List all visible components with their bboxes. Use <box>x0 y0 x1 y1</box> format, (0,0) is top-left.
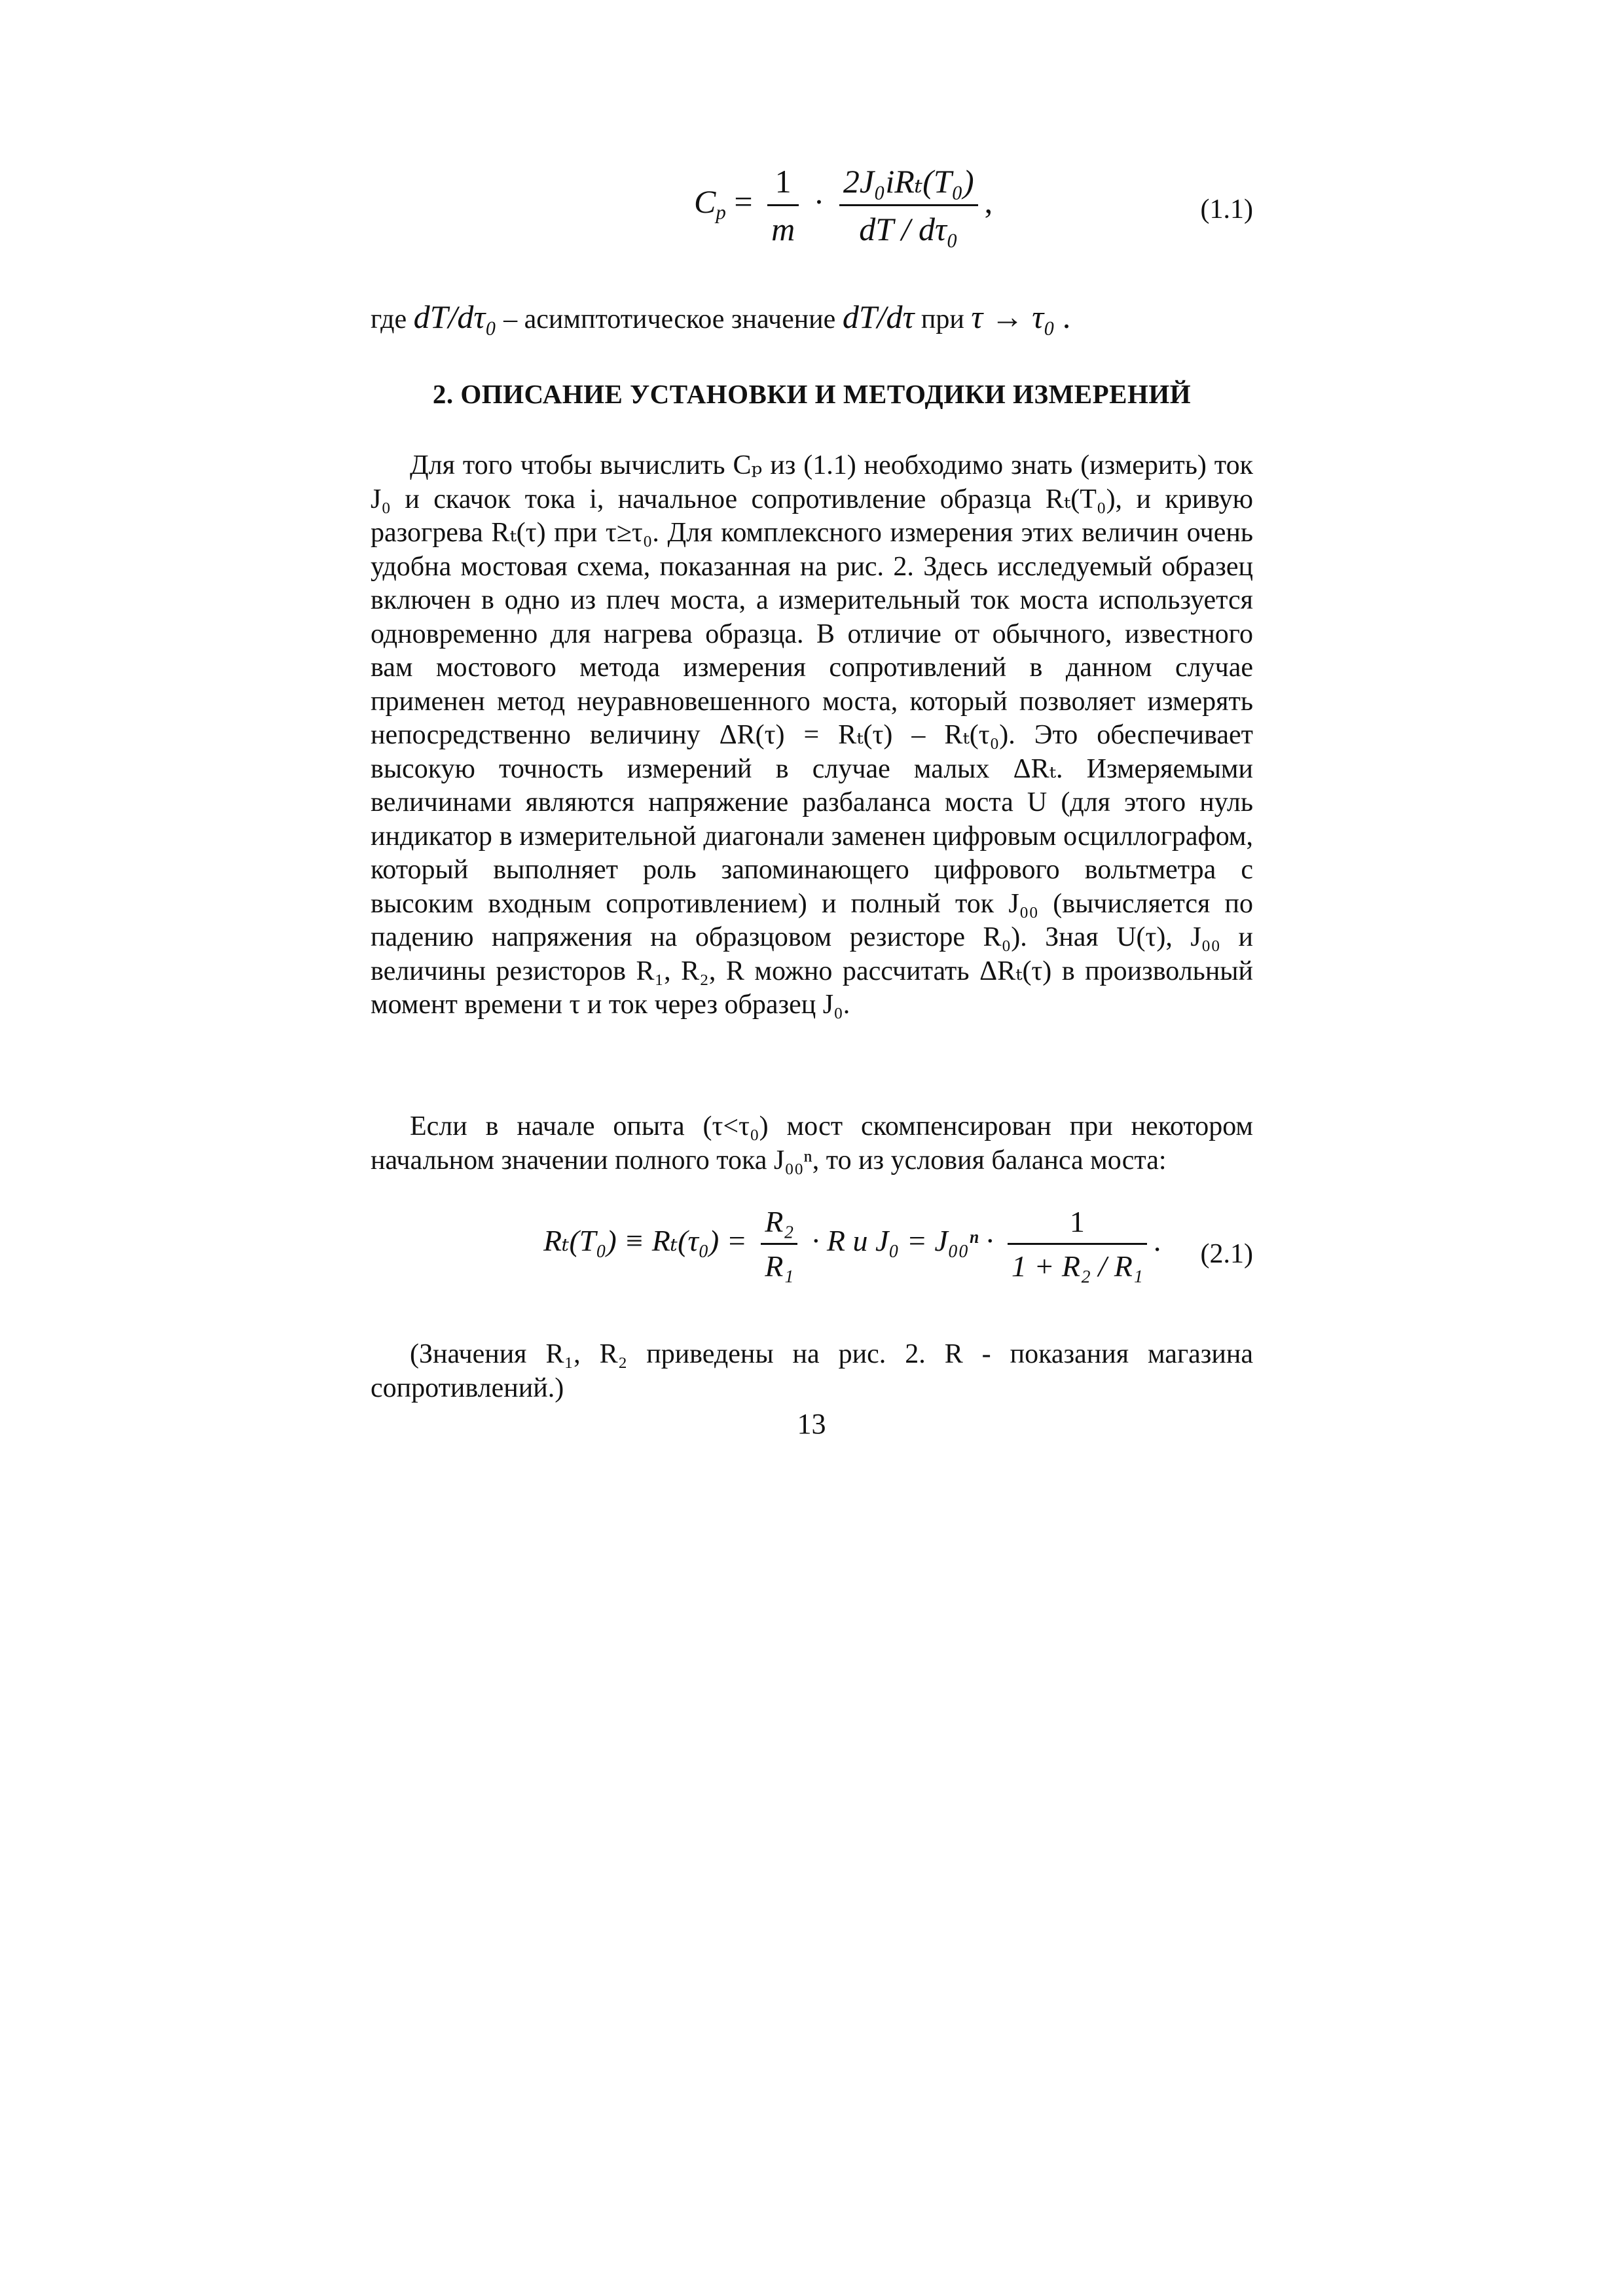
eq1-equals: = <box>734 183 753 220</box>
equation-2-1 <box>543 1204 1161 1283</box>
paragraph-2-wrap <box>371 1110 1253 1177</box>
eq2-frac1-denominator: R₁ <box>761 1243 797 1283</box>
eq1-lhs-sub: p <box>716 200 726 224</box>
where-word: при <box>921 304 964 334</box>
eq2-frac1-numerator: R₂ <box>765 1205 794 1238</box>
eq2-middle: · R и J₀ = J₀₀ⁿ · <box>811 1224 994 1258</box>
section-heading: 2. ОПИСАНИЕ УСТАНОВКИ И МЕТОДИКИ ИЗМЕРЕНИЙ <box>432 379 1192 409</box>
eq2-fraction-2 <box>1008 1204 1147 1283</box>
eq1-denominator: dT / dτ₀ <box>839 204 978 248</box>
paragraph-1-wrap <box>371 449 1253 1022</box>
equation-1-1 <box>694 162 993 248</box>
paragraph-2: Если в начале опыта (τ<τ₀) мост скомпенсирован при некотором начальном значении полного тока J₀₀ⁿ, то из условия баланса моста: <box>371 1111 1253 1175</box>
section-heading-wrap <box>371 378 1253 410</box>
eq1-coef-numerator: 1 <box>775 163 792 200</box>
where-prefix: где <box>371 304 407 334</box>
eq1-tail: , <box>984 183 993 220</box>
paragraph-1: Для того чтобы вычислить Cₚ из (1.1) необходимо знать (измерить) ток J₀ и скачок тока i, начальное сопротивление образца Rₜ(T₀), и кривую разогрева Rₜ(τ) при τ≥τ₀. Для комплексного измерения этих величин очень удобна мостовая схема, показанная на рис. 2. Здесь исследуемый образец включен в одно из плеч моста, а измерительный ток моста используется одновременно для нагрева образца. В отличие от обычного, известного вам мостового метода измерения сопротивлений в данном случае применен метод неуравновешенного моста, который позволяет измерять непосредственно величину ΔR(τ) = Rₜ(τ) – Rₜ(τ₀). Это обеспечивает высокую точность измерений в случае малых ΔRₜ. Измеряемыми величинами являются напряжение разбаланса моста U (для этого нуль индикатор в измерительной диагонали заменен цифровым осциллографом, который выполняет роль запоминающего цифрового вольтметра с высоким входным сопротивлением) и полный ток J₀₀ (вычисляется по падению напряжения на образцовом резисторе R₀). Зная U(τ), J₀₀ и величины резисторов R₁, R₂, R можно рассчитать ΔRₜ(τ) в произвольный момент времени τ и ток через образец J₀. <box>371 450 1253 1020</box>
eq2-frac2-denominator: 1 + R₂ / R₁ <box>1008 1243 1147 1283</box>
eq1-coefficient-fraction <box>767 162 799 248</box>
eq2-tail: . <box>1153 1224 1161 1258</box>
eq1-lhs: C <box>694 183 716 220</box>
eq2-fraction-1 <box>761 1204 797 1283</box>
where-expr-3: τ → τ₀ . <box>971 298 1072 335</box>
paragraph-3-wrap <box>371 1338 1253 1405</box>
eq1-coef-denominator: m <box>767 204 799 248</box>
eq2-frac2-numerator: 1 <box>1069 1205 1085 1238</box>
eq2-lhs: Rₜ(T₀) ≡ Rₜ(τ₀) = <box>543 1224 747 1258</box>
eq1-dot: · <box>813 183 825 220</box>
where-expr-1: dT/dτ₀ <box>413 298 497 335</box>
where-line <box>371 298 1253 336</box>
equation-2-1-number: (2.1) <box>1200 1239 1253 1269</box>
eq1-main-fraction <box>839 162 978 248</box>
equation-1-1-number: (1.1) <box>1200 194 1253 224</box>
paragraph-3: (Значения R₁, R₂ приведены на рис. 2. R - показания магазина сопротивлений.) <box>371 1339 1253 1403</box>
where-middle: – асимптотическое значение <box>503 304 836 334</box>
page-number: 13 <box>797 1408 826 1440</box>
where-expr-2: dT/dτ <box>842 298 915 335</box>
eq1-numerator: 2J₀iRₜ(T₀) <box>843 163 974 200</box>
